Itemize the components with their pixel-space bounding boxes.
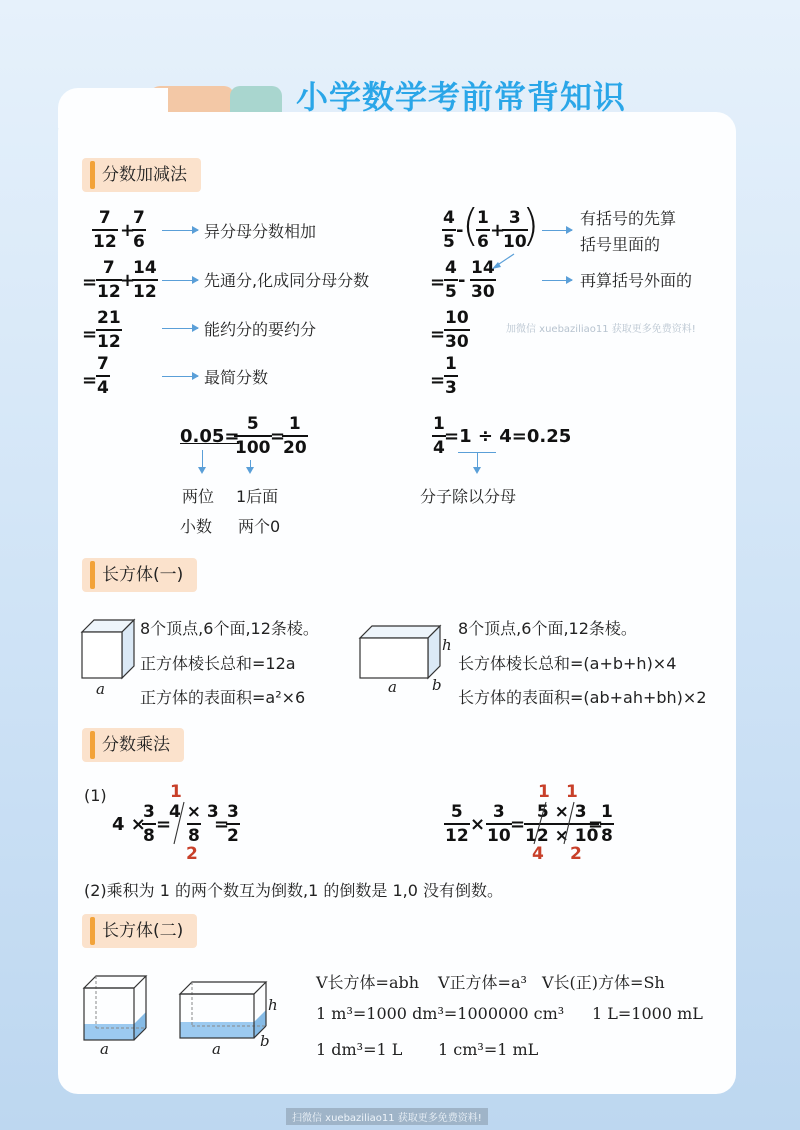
down-arrow-icon [477, 452, 478, 472]
fraction: $\frac{4 \times 3}{8}$ [169, 802, 219, 846]
right-arrow-icon [162, 328, 198, 329]
fraction: $\frac{7}{6}$ [133, 208, 145, 252]
right-arrow-icon [162, 230, 198, 231]
minus-sign: - [458, 270, 466, 291]
right-arrow-icon [162, 280, 198, 281]
fraction: $\frac{1}{8}$ [601, 802, 613, 846]
fraction: $\frac{3}{2}$ [227, 802, 239, 846]
note: 最简分数 [204, 368, 269, 387]
note: 有括号的先算 [580, 209, 677, 228]
volume-formula: V长方体=abh [316, 973, 420, 992]
section-heading-cuboid-2: 长方体(二) [82, 914, 197, 948]
note: 分子除以分母 [420, 487, 517, 506]
cube-icon [78, 616, 140, 680]
fraction: $\frac{5}{100}$ [235, 414, 271, 458]
strike-line [172, 800, 186, 846]
cancel-number: 1 [538, 782, 550, 802]
cancel-number: 2 [186, 844, 198, 864]
item-label: (1) [84, 786, 107, 805]
right-paren: ) [522, 200, 540, 251]
section-heading-fraction-addsub: 分数加减法 [82, 158, 201, 192]
left-paren: ( [462, 200, 480, 251]
decimal-eq: 0.05= [180, 426, 240, 447]
watermark: 加微信 xuebaziliao11 获取更多免费资料! [506, 324, 696, 335]
equals-sign: = [214, 814, 230, 835]
fraction: $\frac{5 \times 3}{12 \times 10}$ [525, 802, 599, 846]
bottom-watermark: 扫微信 xuebaziliao11 获取更多免费资料! [286, 1108, 488, 1125]
section-heading-fraction-multiply: 分数乘法 [82, 728, 184, 762]
cuboid-line: 8个顶点,6个面,12条棱。 [458, 619, 637, 638]
dimension-label: h [268, 996, 278, 1014]
fraction: $\frac{5}{12}$ [445, 802, 469, 846]
volume-formula: V长(正)方体=Sh [542, 973, 665, 992]
note: 小数 [180, 517, 213, 536]
dimension-label: b [432, 676, 442, 694]
equals-sign: = [588, 814, 604, 835]
unit-conversion: 1 m³=1000 dm³=1000000 cm³ [316, 1004, 565, 1023]
equals-sign: = [510, 814, 526, 835]
fraction: $\frac{1}{6}$ [477, 208, 489, 252]
down-arrow-icon [202, 450, 203, 472]
dimension-label: h [442, 636, 452, 654]
fraction: $\frac{1}{3}$ [445, 354, 457, 398]
note: 能约分的要约分 [204, 320, 317, 339]
note: 异分母分数相加 [204, 222, 317, 241]
plus-sign: + [120, 270, 136, 291]
note: 1后面 [236, 487, 279, 506]
fraction: $\frac{1}{4}$ [433, 414, 445, 458]
cancel-number: 2 [570, 844, 582, 864]
equals-sign: = [156, 814, 172, 835]
section-heading-cuboid-1: 长方体(一) [82, 558, 197, 592]
equals-sign: = [430, 272, 446, 293]
unit-conversion: 1 dm³=1 L [316, 1040, 403, 1059]
fraction: $\frac{7}{4}$ [97, 354, 109, 398]
fraction: $\frac{1}{20}$ [283, 414, 307, 458]
fraction: $\frac{4}{5}$ [445, 258, 457, 302]
equals-sign: = [270, 426, 286, 447]
plus-sign: + [120, 220, 136, 241]
fraction: $\frac{14}{12}$ [133, 258, 157, 302]
cube-line: 8个顶点,6个面,12条棱。 [140, 619, 319, 638]
fraction: $\frac{7}{12}$ [93, 208, 117, 252]
equals-sign: = [430, 324, 446, 345]
fraction: $\frac{21}{12}$ [97, 308, 121, 352]
cube-line: 正方体棱长总和=12a [140, 654, 296, 673]
plus-sign: + [490, 220, 506, 241]
equals-sign: = [82, 324, 98, 345]
note: 两个0 [238, 517, 281, 536]
cancel-number: 1 [566, 782, 578, 802]
strike-lines [526, 800, 596, 846]
note: 括号里面的 [580, 235, 661, 254]
cuboid-container-icon [176, 978, 270, 1040]
equals-sign: = [82, 370, 98, 391]
cube-line: 正方体的表面积=a²×6 [140, 688, 306, 707]
dimension-label: b [260, 1032, 270, 1050]
note: 再算括号外面的 [580, 271, 693, 290]
fraction: $\frac{14}{30}$ [471, 258, 495, 302]
cuboid-line: 长方体棱长总和=(a+b+h)×4 [458, 654, 677, 673]
right-arrow-icon [542, 230, 572, 231]
divide-eq: =1 ÷ 4=0.25 [444, 426, 572, 447]
times-sign: × [470, 814, 486, 835]
cancel-number: 4 [532, 844, 544, 864]
page-title: 小学数学考前常背知识 [296, 78, 627, 116]
fraction: $\frac{3}{8}$ [143, 802, 155, 846]
dimension-label: a [96, 680, 105, 698]
fraction: $\frac{3}{10}$ [487, 802, 511, 846]
cube-container-icon [80, 972, 152, 1042]
unit-conversion: 1 L=1000 mL [592, 1004, 703, 1023]
fraction: $\frac{4}{5}$ [443, 208, 455, 252]
unit-conversion: 1 cm³=1 mL [438, 1040, 539, 1059]
dimension-label: a [100, 1040, 109, 1058]
equals-sign: = [82, 272, 98, 293]
reciprocal-note: (2)乘积为 1 的两个数互为倒数,1 的倒数是 1,0 没有倒数。 [84, 881, 503, 900]
note: 先通分,化成同分母分数 [204, 271, 370, 290]
diagonal-arrow-icon [488, 252, 518, 272]
cuboid-line: 长方体的表面积=(ab+ah+bh)×2 [458, 688, 707, 707]
cuboid-icon [356, 622, 444, 686]
dimension-label: a [212, 1040, 221, 1058]
right-arrow-icon [162, 376, 198, 377]
multiply-eq: 4 × [112, 814, 146, 835]
fraction: $\frac{3}{10}$ [503, 208, 527, 252]
fraction: $\frac{10}{30}$ [445, 308, 469, 352]
fraction: $\frac{7}{12}$ [97, 258, 121, 302]
volume-formula: V正方体=a³ [438, 973, 527, 992]
right-arrow-icon [542, 280, 572, 281]
down-arrow-icon [250, 460, 251, 472]
minus-sign: - [456, 220, 464, 241]
note: 两位 [182, 487, 215, 506]
dimension-label: a [388, 678, 397, 696]
cancel-number: 1 [170, 782, 182, 802]
equals-sign: = [430, 370, 446, 391]
